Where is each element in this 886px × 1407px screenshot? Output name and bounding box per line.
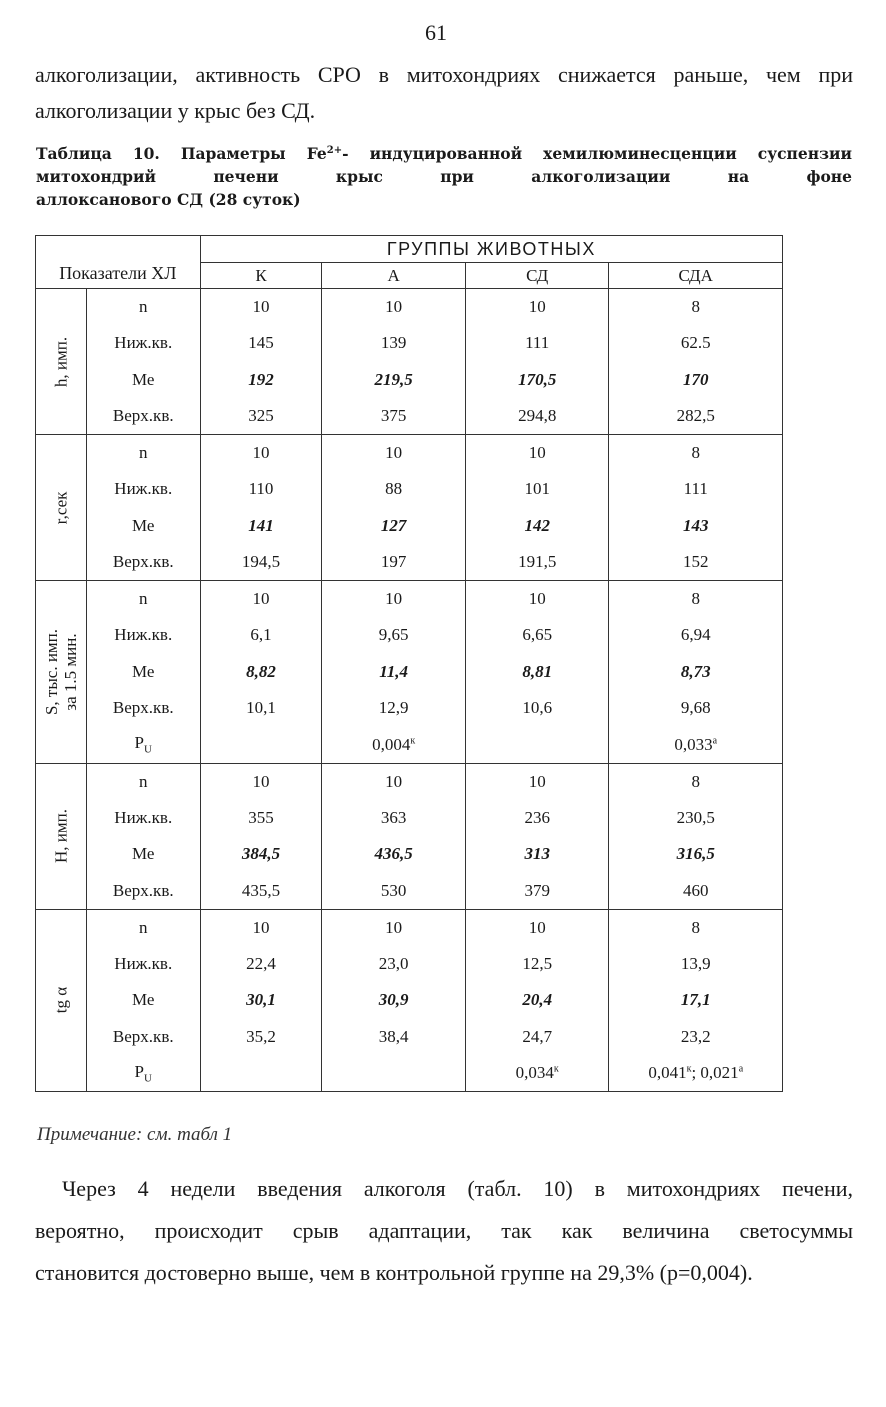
table-cell: 12,5 [465, 946, 609, 983]
intro-line-2: алкоголизации у крыс без СД. [35, 98, 316, 123]
table-cell: 111 [465, 325, 609, 362]
outro-line-2: вероятно, происходит срыв адаптации, так как величина светосуммы [35, 1218, 853, 1243]
outro-line-1: Через 4 недели введения алкоголя (табл. 10) в митохондриях печени, [62, 1176, 853, 1201]
table-cell: 23,2 [609, 1019, 783, 1056]
row-label: Ме [86, 836, 200, 873]
outro-line-3: становится достоверно выше, чем в контрольной группе на 29,3% (р=0,004). [35, 1260, 753, 1285]
table-cell-median: 142 [465, 508, 609, 545]
row-label: Ме [86, 654, 200, 691]
table-cell: 110 [200, 471, 322, 508]
table-cell: 9,68 [609, 690, 783, 727]
table-cell: 139 [322, 325, 466, 362]
section-label-h: h, имп. [36, 289, 87, 435]
section-label-H: H, имп. [36, 763, 87, 909]
table-cell-median: 192 [200, 362, 322, 399]
row-label: n [86, 581, 200, 618]
row-label: Ниж.кв. [86, 617, 200, 654]
table-cell: 197 [322, 544, 466, 581]
table-cell: 375 [322, 398, 466, 435]
table-cell: 363 [322, 800, 466, 837]
table-cell: 325 [200, 398, 322, 435]
table-cell-median: 313 [465, 836, 609, 873]
table-cell: 10 [465, 909, 609, 946]
table-cell: 294,8 [465, 398, 609, 435]
table-cell: 191,5 [465, 544, 609, 581]
row-label: Ниж.кв. [86, 471, 200, 508]
table-cell: 10,1 [200, 690, 322, 727]
table-cell: 10 [465, 435, 609, 472]
table-cell: 13,9 [609, 946, 783, 983]
table-cell-pvalue: $0,041^к$; $0,021^а$ [609, 1055, 783, 1092]
table-cell-median: 20,4 [465, 982, 609, 1019]
table-cell: 355 [200, 800, 322, 837]
table-cell: 8 [609, 435, 783, 472]
table-cell: 62.5 [609, 325, 783, 362]
table-cell: 12,9 [322, 690, 466, 727]
table-caption-line-3: аллоксанового СД (28 суток) [36, 190, 301, 209]
table-cell-pvalue: $0,033^а$ [609, 727, 783, 764]
group-header: ГРУППЫ ЖИВОТНЫХ [200, 236, 782, 263]
row-label: n [86, 909, 200, 946]
table-cell-median: 30,9 [322, 982, 466, 1019]
table-cell: 10 [200, 435, 322, 472]
row-label-pu: $P_U$ [86, 1055, 200, 1092]
table-cell [200, 727, 322, 764]
table-cell-median: 143 [609, 508, 783, 545]
table-cell: 6,94 [609, 617, 783, 654]
table-cell: 10 [465, 289, 609, 326]
table-cell: 10 [322, 909, 466, 946]
data-table [35, 235, 783, 1092]
table-cell-median: 127 [322, 508, 466, 545]
table-cell-median: 8,73 [609, 654, 783, 691]
table-cell: 379 [465, 873, 609, 910]
table-cell: 282,5 [609, 398, 783, 435]
table-cell: 10 [322, 763, 466, 800]
col-header-sd: СД [465, 263, 609, 289]
section-label-r: r,сек [36, 435, 87, 581]
table-caption-line-1: Таблица 10. Параметры $Fe^{2+}-$ индуцированной хемилюминесценции суспензии [36, 144, 852, 163]
table-cell: 35,2 [200, 1019, 322, 1056]
table-cell: 8 [609, 763, 783, 800]
section-label-s: S, тыс. имп. за 1.5 мин. [36, 581, 87, 764]
col-header-k: К [200, 263, 322, 289]
table-cell [200, 1055, 322, 1092]
table-cell: 10 [322, 289, 466, 326]
row-label: Ме [86, 508, 200, 545]
table-cell: 6,65 [465, 617, 609, 654]
table-cell: 10 [200, 581, 322, 618]
table-cell: 101 [465, 471, 609, 508]
table-cell: 230,5 [609, 800, 783, 837]
row-label: Верх.кв. [86, 398, 200, 435]
table-cell [322, 1055, 466, 1092]
page-number: 61 [425, 20, 447, 45]
indicator-header: Показатели ХЛ [36, 236, 201, 289]
row-label: Ниж.кв. [86, 325, 200, 362]
table-cell-median: 170 [609, 362, 783, 399]
table-cell: 24,7 [465, 1019, 609, 1056]
table-cell [465, 727, 609, 764]
table-cell: 145 [200, 325, 322, 362]
table-cell: 10 [200, 289, 322, 326]
table-cell-median: 8,81 [465, 654, 609, 691]
table-cell: 460 [609, 873, 783, 910]
table-cell: 9,65 [322, 617, 466, 654]
table-cell: 435,5 [200, 873, 322, 910]
col-header-a: А [322, 263, 466, 289]
table-cell: 152 [609, 544, 783, 581]
table-cell: 111 [609, 471, 783, 508]
table-cell: 10,6 [465, 690, 609, 727]
table-cell-median: 436,5 [322, 836, 466, 873]
table-cell: 22,4 [200, 946, 322, 983]
table-cell: 236 [465, 800, 609, 837]
table-cell-median: 384,5 [200, 836, 322, 873]
intro-line-1: алкоголизации, активность СРО в митохондриях снижается раньше, чем при [35, 62, 853, 87]
table-cell-median: 8,82 [200, 654, 322, 691]
table-cell: 88 [322, 471, 466, 508]
table-cell-median: 30,1 [200, 982, 322, 1019]
row-label: Верх.кв. [86, 690, 200, 727]
section-label-tg: tg α [36, 909, 87, 1092]
row-label: Верх.кв. [86, 544, 200, 581]
row-label: n [86, 763, 200, 800]
table-cell: 8 [609, 581, 783, 618]
table-cell: 10 [200, 909, 322, 946]
table-cell-median: 170,5 [465, 362, 609, 399]
table-cell: 10 [465, 763, 609, 800]
row-label: Верх.кв. [86, 873, 200, 910]
table-cell-median: 11,4 [322, 654, 466, 691]
row-label: Ме [86, 982, 200, 1019]
table-cell: 530 [322, 873, 466, 910]
col-header-sda: СДА [609, 263, 783, 289]
table-cell: 38,4 [322, 1019, 466, 1056]
table-cell-median: 219,5 [322, 362, 466, 399]
row-label: Ниж.кв. [86, 946, 200, 983]
table-cell: 6,1 [200, 617, 322, 654]
table-cell-pvalue: $0,034^к$ [465, 1055, 609, 1092]
table-cell-median: 141 [200, 508, 322, 545]
row-label: Верх.кв. [86, 1019, 200, 1056]
row-label: n [86, 289, 200, 326]
table-cell: 23,0 [322, 946, 466, 983]
table-cell: 10 [465, 581, 609, 618]
table-cell-pvalue: $0,004^к$ [322, 727, 466, 764]
table-cell-median: 316,5 [609, 836, 783, 873]
row-label: n [86, 435, 200, 472]
row-label: Ме [86, 362, 200, 399]
table-caption-line-2: митохондрий печени крыс при алкоголизации на фоне [36, 167, 852, 186]
table-cell: 10 [322, 435, 466, 472]
row-label-pu: $P_U$ [86, 727, 200, 764]
table-cell: 10 [200, 763, 322, 800]
table-cell: 8 [609, 289, 783, 326]
table-cell-median: 17,1 [609, 982, 783, 1019]
table-cell: 194,5 [200, 544, 322, 581]
table-cell: 8 [609, 909, 783, 946]
table-cell: 10 [322, 581, 466, 618]
row-label: Ниж.кв. [86, 800, 200, 837]
table-note: Примечание: см. табл 1 [37, 1124, 233, 1145]
